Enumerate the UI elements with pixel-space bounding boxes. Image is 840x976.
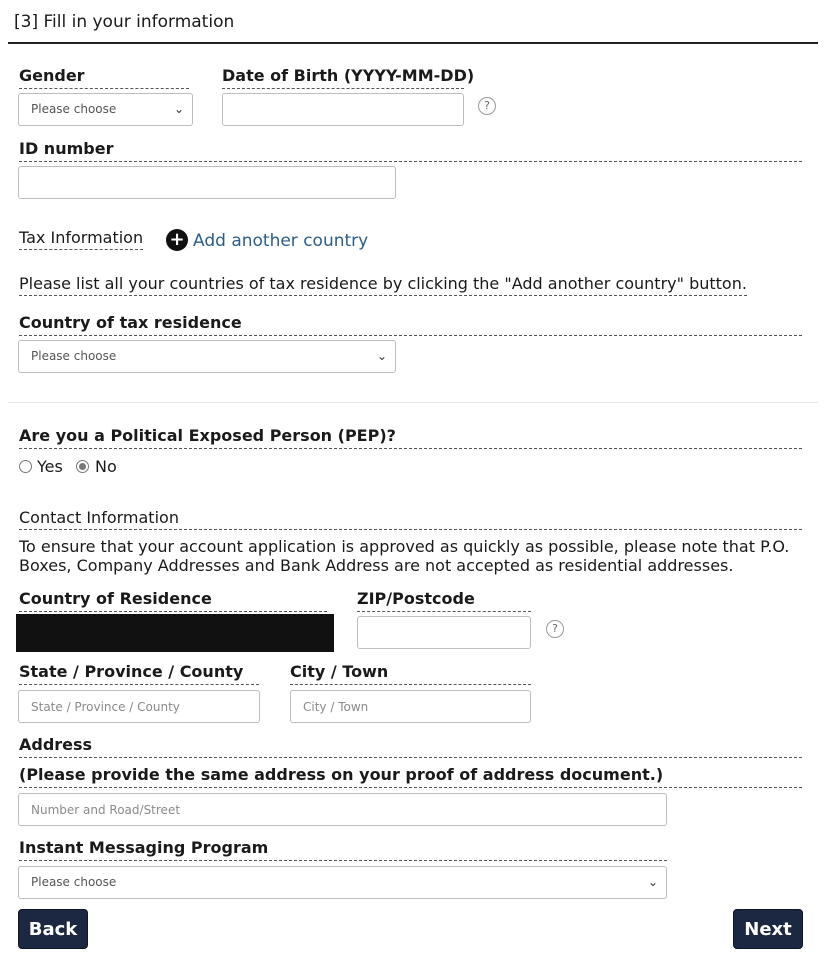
add-another-country-link[interactable]: Add another country — [193, 231, 369, 251]
section-title: [3] Fill in your information — [14, 12, 235, 32]
address-note: (Please provide the same address on your proof of address document.) — [19, 765, 802, 788]
contact-note-line2: Boxes, Company Addresses and Bank Address are not accepted as residential addresses. — [19, 556, 734, 575]
pep-yes-label: Yes — [37, 457, 63, 476]
gender-select-value: Please choose — [31, 102, 117, 116]
title-divider — [8, 42, 818, 44]
country-of-residence-label: Country of Residence — [19, 589, 327, 612]
contact-information-label: Contact Information — [19, 508, 802, 530]
state-input[interactable] — [18, 690, 260, 723]
country-of-tax-residence-value: Please choose — [31, 349, 117, 363]
chevron-down-icon: ⌄ — [647, 875, 658, 889]
section-divider — [8, 402, 818, 403]
dob-input[interactable] — [222, 93, 464, 126]
next-button[interactable]: Next — [733, 909, 803, 949]
tax-instruction-text: Please list all your countries of tax residence by clicking the "Add another country" button. — [19, 274, 747, 296]
dob-help-icon[interactable]: ? — [478, 97, 496, 115]
tax-information-label: Tax Information — [19, 228, 143, 250]
zip-label: ZIP/Postcode — [357, 589, 531, 612]
id-number-input[interactable] — [18, 166, 396, 199]
back-button[interactable]: Back — [18, 909, 88, 949]
pep-no-radio[interactable] — [76, 460, 89, 473]
instant-messaging-select[interactable] — [18, 866, 667, 899]
zip-input[interactable] — [357, 616, 531, 649]
country-of-tax-residence-label: Country of tax residence — [19, 313, 802, 336]
gender-select[interactable] — [18, 93, 193, 126]
address-input[interactable] — [18, 793, 667, 826]
city-input[interactable] — [290, 690, 531, 723]
add-circle-icon[interactable]: + — [166, 229, 188, 251]
state-label: State / Province / County — [19, 662, 259, 685]
country-of-residence-select[interactable] — [16, 614, 334, 652]
pep-no-label: No — [95, 457, 117, 476]
country-of-tax-residence-select[interactable] — [18, 340, 396, 373]
id-number-label: ID number — [19, 139, 802, 162]
instant-messaging-value: Please choose — [31, 875, 117, 889]
gender-label: Gender — [19, 66, 189, 89]
chevron-down-icon: ⌄ — [173, 102, 184, 116]
city-label: City / Town — [290, 662, 531, 685]
pep-label: Are you a Political Exposed Person (PEP)? — [19, 426, 802, 449]
dob-label: Date of Birth (YYYY-MM-DD) — [222, 66, 464, 89]
zip-help-icon[interactable]: ? — [546, 620, 564, 638]
pep-yes-radio[interactable] — [19, 460, 32, 473]
address-label: Address — [19, 735, 802, 758]
instant-messaging-label: Instant Messaging Program — [19, 838, 667, 861]
contact-note-line1: To ensure that your account application is approved as quickly as possible, please note that P.O. — [19, 537, 790, 556]
chevron-down-icon: ⌄ — [376, 349, 387, 363]
